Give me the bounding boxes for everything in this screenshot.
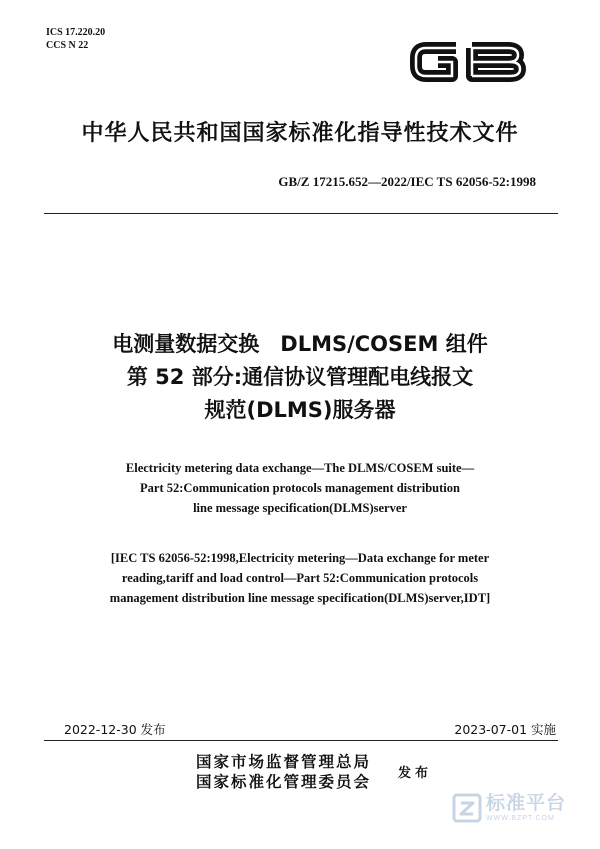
iec-equivalence-note <box>0 548 600 608</box>
gb-logo <box>406 38 528 86</box>
issuing-authorities <box>196 752 371 792</box>
top-divider <box>44 213 558 214</box>
issuer-name: 国家市场监督管理总局 <box>196 753 372 771</box>
english-title-line: Part 52:Communication protocols management distribution <box>140 481 460 495</box>
english-title-line: Electricity metering data exchange—The DLMS/COSEM suite— <box>125 461 475 475</box>
watermark-name: 标准平台 <box>486 792 567 814</box>
iec-note-line: management distribution line message specification(DLMS)server,IDT] <box>109 591 491 605</box>
standard-type-heading: 中华人民共和国国家标准化指导性技术文件 <box>81 121 519 146</box>
chinese-title-line: 第 52 部分:通信协议管理配电线报文 <box>126 365 474 389</box>
chinese-title-line: 规范(DLMS)服务器 <box>204 398 396 422</box>
issuer-name: 国家标准化管理委员会 <box>196 773 372 791</box>
english-title <box>0 458 600 518</box>
watermark <box>452 792 566 823</box>
chinese-title <box>0 328 600 427</box>
ics-code: ICS 17.220.20 <box>46 27 106 38</box>
iec-note-line: [IEC TS 62056-52:1998,Electricity metering—Data exchange for meter <box>110 551 490 565</box>
chinese-title-line: 电测量数据交换 DLMS/COSEM 组件 <box>112 332 488 356</box>
ccs-code: CCS N 22 <box>46 40 89 51</box>
publication-date: 2022-12-30 发布 <box>64 722 166 737</box>
issue-label: 发布 <box>398 766 433 781</box>
platform-logo-icon <box>452 793 482 823</box>
iec-note-line: reading,tariff and load control—Part 52:Communication protocols <box>121 571 479 585</box>
implementation-date: 2023-07-01 实施 <box>454 722 556 737</box>
english-title-line: line message specification(DLMS)server <box>193 501 407 515</box>
standard-number: GB/Z 17215.652—2022/IEC TS 62056-52:1998 <box>278 174 536 189</box>
watermark-url: WWW.BZPT.COM <box>486 815 555 822</box>
classification-codes <box>46 26 105 52</box>
bottom-divider <box>44 740 558 741</box>
